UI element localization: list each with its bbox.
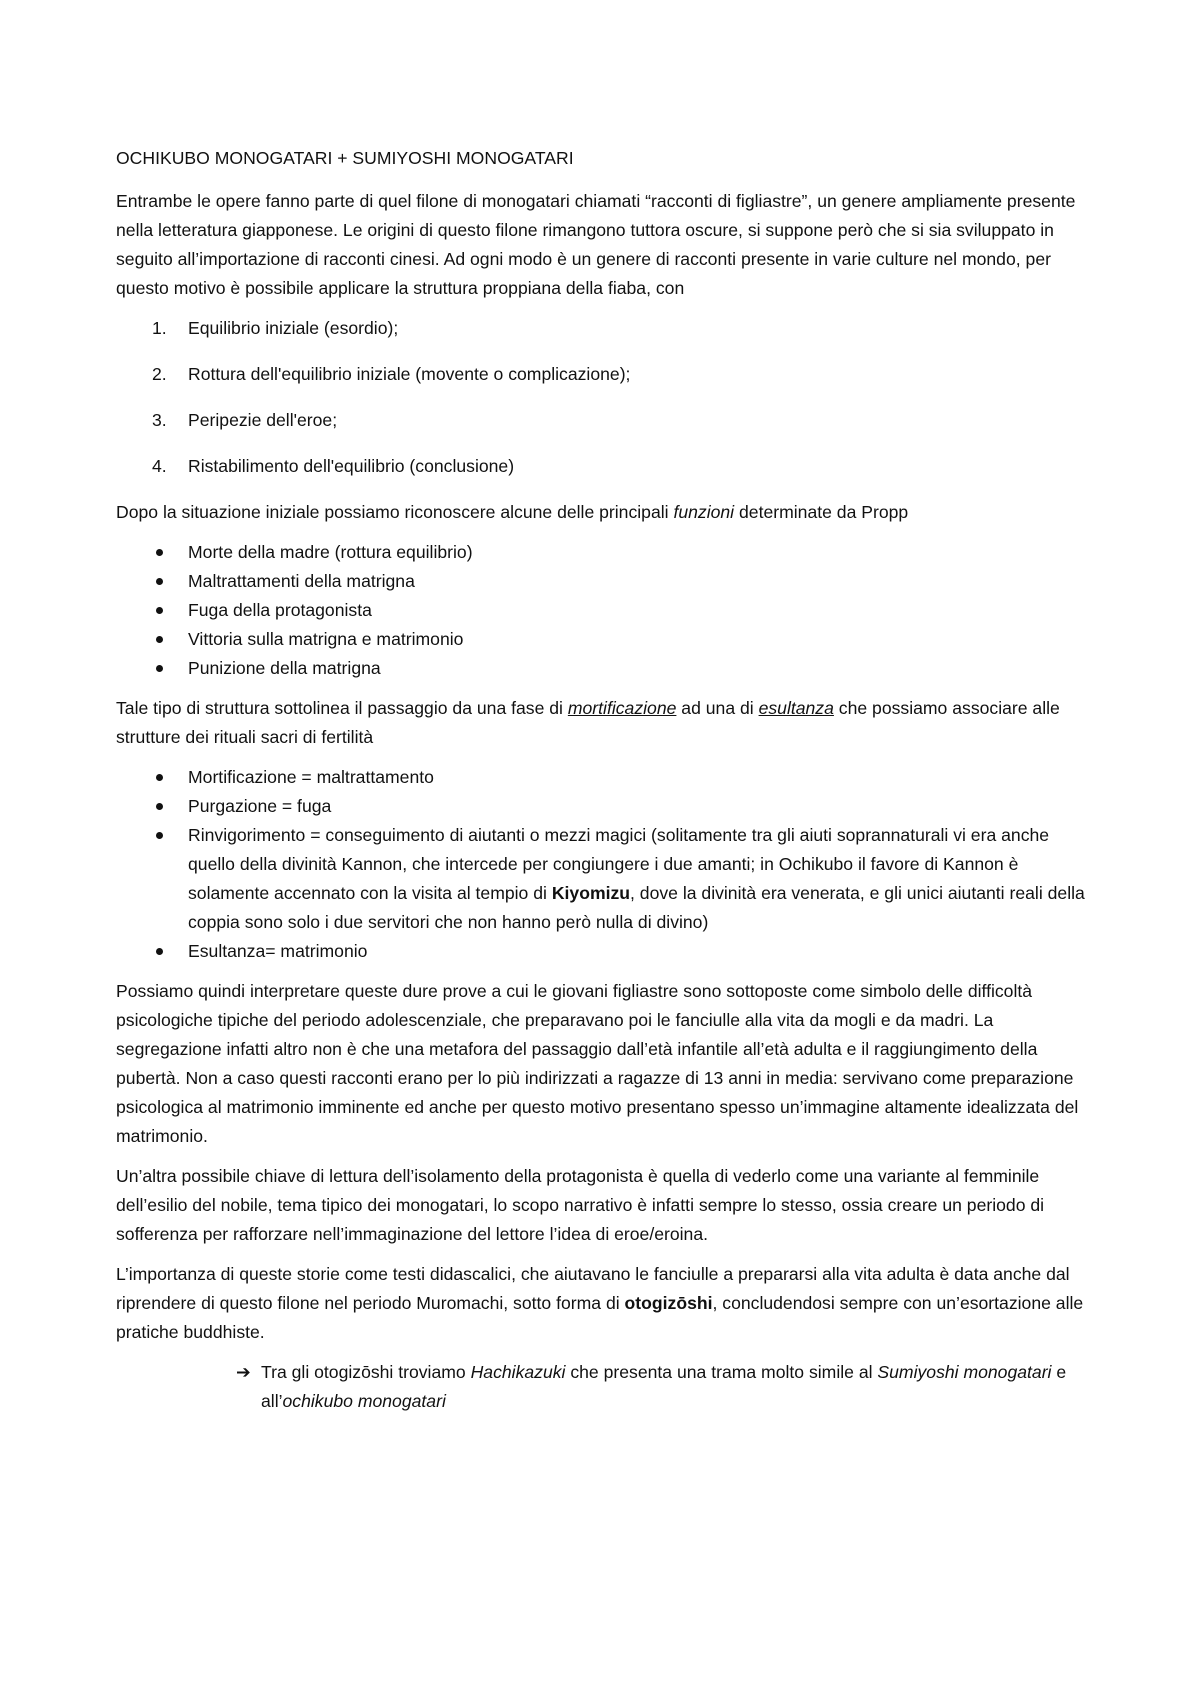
sumiyoshi-title: Sumiyoshi monogatari [877,1362,1052,1382]
funzioni-term: funzioni [673,502,735,522]
list-item [116,406,1096,435]
list-number: 1. [152,318,167,338]
hachikazuki-title: Hachikazuki [470,1362,566,1382]
importanza-paragraph: L’importanza di queste storie come testi didascalici, che aiutavano le fanciulle a prepararsi alla vita adulta è data anche dal riprendere di questo filone nel periodo Muromachi, sotto forma di otogizōshi, concludendosi sempre con un’esortazione alle pratiche buddhiste. [116,1264,1084,1342]
list-number: 3. [152,410,167,430]
list-number: 4. [152,456,167,476]
bullet-icon [156,803,163,810]
funzioni-list [116,538,1096,683]
bullet-icon [156,636,163,643]
bullet-icon [156,774,163,781]
funzioni-intro-paragraph: Dopo la situazione iniziale possiamo riconoscere alcune delle principali funzioni determinate da Propp [116,502,909,522]
list-item: Purgazione = fuga [116,792,1096,821]
bullet-icon [156,578,163,585]
list-item-text: Peripezie dell'eroe; [188,410,338,430]
list-item [116,360,1096,389]
document-title: OCHIKUBO MONOGATARI + SUMIYOSHI MONOGATARI [116,148,574,168]
bullet-icon [156,832,163,839]
mortificazione-term: mortificazione [567,698,677,718]
rituali-list [116,763,1096,966]
struttura-paragraph: Tale tipo di struttura sottolinea il passaggio da una fase di mortificazione ad una di esultanza che possiamo associare alle strutture dei rituali sacri di fertilità [116,698,1060,747]
prove-paragraph: Possiamo quindi interpretare queste dure prove a cui le giovani figliastre sono sottoposte come simbolo delle difficoltà psicologiche tipiche del periodo adolescenziale, che preparavano poi le fanciulle alla vita da mogli e da madri. La segregazione infatti altro non è che una metafora del passaggio dall’età infantile all’età adulta e il raggiungimento della pubertà. Non a caso questi racconti erano per lo più indirizzati a ragazze di 13 anni in media: servivano come preparazione psicologica al matrimonio imminente ed anche per questo motivo presentano spesso un’immagine altamente idealizzata del matrimonio. [116,981,1079,1146]
list-item: Esultanza= matrimonio [116,937,1096,966]
list-item [116,314,1096,343]
propp-structure-list [116,314,1096,481]
list-item: Fuga della protagonista [116,596,1096,625]
otogizoshi-term: otogizōshi [624,1293,713,1313]
kiyomizu-term: Kiyomizu [551,883,631,903]
arrow-right-icon: ➔ [236,1362,251,1382]
bullet-icon [156,607,163,614]
arrow-note: ➔ Tra gli otogizōshi troviamo Hachikazuki che presenta una trama molto simile al Sumiyoshi monogatari e all’ochikubo monogatari [116,1358,1096,1416]
list-item: Punizione della matrigna [116,654,1096,683]
bullet-icon [156,665,163,672]
list-item: Morte della madre (rottura equilibrio) [116,538,1096,567]
list-item-text: Rottura dell'equilibrio iniziale (movente o complicazione); [188,364,631,384]
bullet-icon [156,549,163,556]
esultanza-term: esultanza [758,698,834,718]
list-item-text: Equilibrio iniziale (esordio); [188,318,399,338]
intro-paragraph: Entrambe le opere fanno parte di quel filone di monogatari chiamati “racconti di figliastre”, un genere ampliamente presente nella letteratura giapponese. Le origini di questo filone rimangono tuttora oscure, si suppone però che si sia sviluppato in seguito all’importazione di racconti cinesi. Ad ogni modo è un genere di racconti presente in varie culture nel mondo, per questo motivo è possibile applicare la struttura proppiana della fiaba, con [116,191,1076,298]
list-item [116,452,1096,481]
list-item-text: Ristabilimento dell'equilibrio (conclusione) [188,456,515,476]
chiave-paragraph: Un’altra possibile chiave di lettura dell’isolamento della protagonista è quella di vederlo come una variante al femminile dell’esilio del nobile, tema tipico dei monogatari, lo scopo narrativo è infatti sempre lo stesso, ossia creare un periodo di sofferenza per rafforzare nell’immaginazione del lettore l’idea di eroe/eroina. [116,1166,1045,1244]
list-item: Mortificazione = maltrattamento [116,763,1096,792]
ochikubo-title: ochikubo monogatari [282,1391,446,1411]
list-item: Vittoria sulla matrigna e matrimonio [116,625,1096,654]
document-page [116,144,1096,1416]
bullet-icon [156,948,163,955]
list-item: Rinvigorimento = conseguimento di aiutanti o mezzi magici (solitamente tra gli aiuti soprannaturali vi era anche quello della divinità Kannon, che intercede per congiungere i due amanti; in Ochikubo il favore di Kannon è solamente accennato con la visita al tempio di Kiyomizu, dove la divinità era venerata, e gli unici aiutanti reali della coppia sono solo i due servitori che non hanno però nulla di divino) [116,821,1096,937]
list-number: 2. [152,364,167,384]
list-item: Maltrattamenti della matrigna [116,567,1096,596]
